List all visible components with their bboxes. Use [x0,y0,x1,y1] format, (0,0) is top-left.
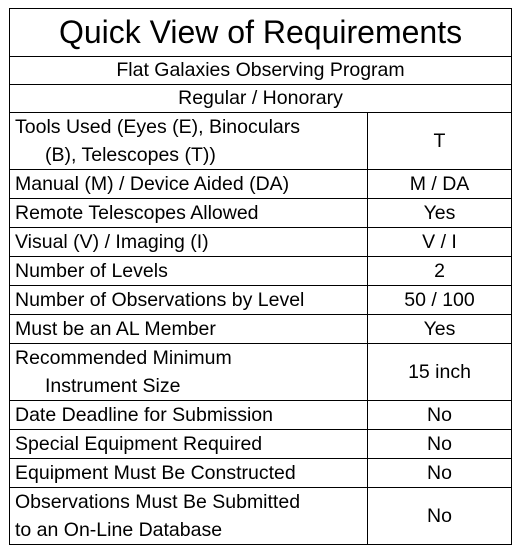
table-row [10,459,512,488]
row-value: No [368,430,512,459]
row-label [10,488,368,545]
table-row [10,286,512,315]
table-row [10,199,512,228]
table-row [10,257,512,286]
page-title: Quick View of Requirements [10,9,512,57]
row-label-line2: Instrument Size [45,375,181,397]
table-row [10,488,512,545]
row-value: Yes [368,315,512,344]
row-label: Number of Levels [10,257,368,286]
row-value: No [368,488,512,545]
row-label [10,113,368,170]
row-label: Remote Telescopes Allowed [10,199,368,228]
row-label: Date Deadline for Submission [10,401,368,430]
row-value: Yes [368,199,512,228]
category-row [10,85,512,113]
row-label [10,344,368,401]
row-label: Equipment Must Be Constructed [10,459,368,488]
table-row [10,430,512,459]
row-label-line1: Recommended Minimum [15,347,232,369]
table-row [10,113,512,170]
row-value: No [368,401,512,430]
table-row [10,170,512,199]
table-row [10,344,512,401]
row-label: Number of Observations by Level [10,286,368,315]
row-label-line1: Tools Used (Eyes (E), Binoculars [15,116,301,138]
row-value: 15 inch [368,344,512,401]
row-label-line1: Observations Must Be Submitted [15,491,301,513]
row-label-line2: (B), Telescopes (T)) [45,144,216,166]
row-value: V / I [368,228,512,257]
title-row [10,9,512,57]
row-value: T [368,113,512,170]
table-row [10,315,512,344]
row-value: No [368,459,512,488]
row-value: 50 / 100 [368,286,512,315]
row-label: Visual (V) / Imaging (I) [10,228,368,257]
table-row [10,401,512,430]
program-category: Regular / Honorary [10,85,512,113]
row-label: Manual (M) / Device Aided (DA) [10,170,368,199]
row-label-line2: to an On-Line Database [15,519,223,541]
row-value: 2 [368,257,512,286]
table-row [10,228,512,257]
row-label: Must be an AL Member [10,315,368,344]
row-value: M / DA [368,170,512,199]
row-label: Special Equipment Required [10,430,368,459]
program-row [10,57,512,85]
requirements-table [9,8,512,545]
program-name: Flat Galaxies Observing Program [10,57,512,85]
